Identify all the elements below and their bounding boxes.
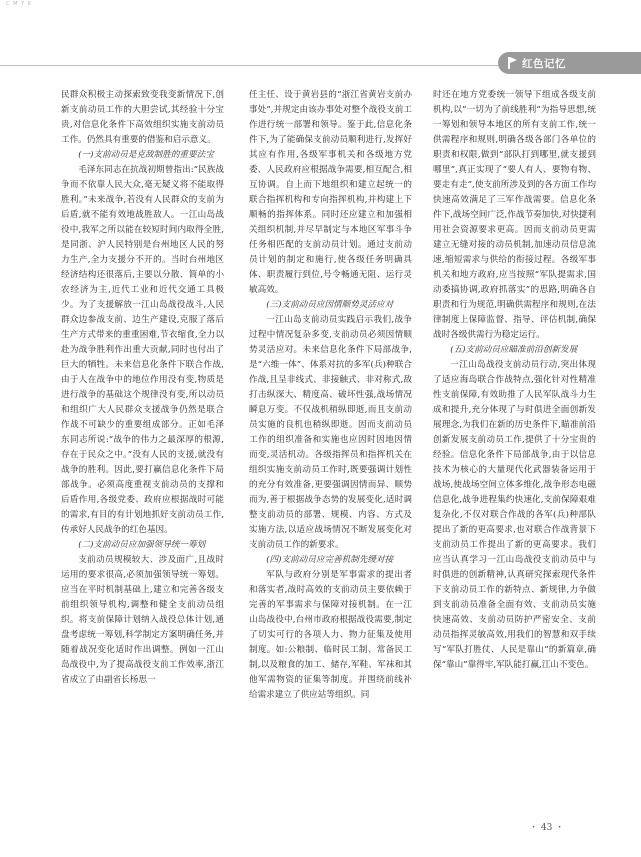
paragraph: 民群众积极主动探索致变我变新情况下,创新支前动员工作的大胆尝试,其经验十分宝贵,对信息化条件下高效组织实施支前动员工作。仍然具有重要的借鉴和启示意义。: [61, 90, 224, 145]
section-heading: (二)支前动员应加强领导统一筹划: [78, 540, 206, 550]
paragraph: 支前动员规模较大、涉及面广,且战时运用的要求很高,必须加强领导统一筹划。应当在平时机制基础上,建立和完善各级支前组织领导机构,调整和健全支前动员组织。将支前保障计划纳入战役总体计划,通盘考虑统一筹划,科学制定方案明确任务,并随着战况变化适时作出调整。例如一江山岛战役中,为了提高战役支前工作效率,浙江省成立了由副省长杨思一: [61, 555, 224, 685]
section-heading: (五)支前动员应瞄准前沿创新发展: [450, 345, 578, 355]
section-heading: (四)支前动员应完善机制先缓对接: [266, 555, 394, 565]
paragraph: 毛泽东同志在抗战初期曾指出:“民族战争而不依靠人民大众,毫无疑义将不能取得胜利。”未来战争,若没有人民群众的支前为后盾,就不能有效地战胜敌人。一江山岛战役中,我军之所以能在较短时间内取得全胜,是同浙、沪人民特别是台州地区人民的努力生产,全力支援分不开的。当时台州地区经济结构还很落后,主要以分散、简单的小农经济为主,近代工业和近代交通工具极少。为了支援解放一江山岛战役战斗,人民群众边参战支前、边生产建设,克服了落后生产方式带来的重重困难,节衣缩食,全力以赴为战争胜利作出重大贡献,同时也付出了巨大的牺牲。未来信息化条件下联合作战,由于人在战争中的地位作用没有变,物质是进行战争的基础这个规律没有变,所以动员和组织广大人民群众支援战争仍然是联合作战不可缺少的重要组成部分。正如毛泽东同志所说:“战争的伟力之最深厚的根源,存在于民众之中。”没有人民的支援,就没有战争的胜利。因此,要打赢信息化条件下局部战争。必须高度重视支前动员的支撑和后盾作用,各级党委、政府应根据战时可能的需求,有目的有计划地抓好支前动员工作,传承好人民战争的红色基因。: [61, 165, 224, 535]
section-tab: [498, 52, 641, 74]
page-number: ・ 43 ・: [529, 823, 565, 833]
section-title: 红色记忆: [522, 57, 566, 70]
text-column-2: [249, 88, 412, 816]
text-column-1: [61, 88, 224, 816]
text-column-3: [433, 88, 596, 816]
page-header: [0, 48, 641, 72]
paragraph: 军队与政府分别是军事需求的提出者和落实者,战时高效的支前动员主要依赖于完善的军事需求与保障对接机制。在一江山岛战役中,台州市政府根据战役需要,制定了切实可行的各项人力、物力征集及使用制度。如:公粮制、临时民工制、常备民工制,以及粮食的加工、储存,军鞋、军袜和其他军需物资的征集等制度。并围绕前线补给需求建立了供应站等组织。同: [249, 570, 412, 700]
print-color-marks: C M Y K: [6, 1, 32, 7]
section-heading: (三)支前动员应因情顺势灵活应对: [266, 300, 394, 310]
paragraph: 任主任、设于黄岩县的“浙江省黄岩支前办事处”,并规定由该办事处对整个战役支前工作进行统一部署和领导。鉴于此,信息化条件下,为了能确保支前动员顺利进行,发挥好其应有作用,各级军事机关和各级地方党委、人民政府应根据战争需要,相互配合,相互协调。自上而下地组织和建立起统一的联合指挥机构和专向指挥机构,并构建上下顺畅的指挥体系。同时还应建立和加强相关组织机制,并尽早制定与本地区军事斗争任务相匹配的支前动员计划。通过支前动员计划的制定和施行,使各级任务明确具体、职责履行到位,号令畅通无阻、运行灵敏高效。: [249, 90, 412, 295]
flag-icon: [507, 57, 517, 69]
section-heading: (一)支前动员是克敌制胜的重要法宝: [78, 150, 214, 160]
paragraph: 一江山岛支前动员实践启示我们,战争过程中情况复杂多变,支前动员必须因情顺势灵活应对。未来信息化条件下局部战争,是“六维一体”、体系对抗的多军(兵)种联合作战,且呈非线式、非接触式、非对称式,敌打击纵深大、精度高、破坏性强,战场情况瞬息万变。不仅战机稍纵即逝,而且支前动员实施的良机也稍纵即逝。因而支前动员工作的组织准备和实施也应因时因地因情而变,灵活机动。各级指挥员和指挥机关在组织实施支前动员工作时,既要强调计划性的充分有效准备,更要强调因情而异、顺势而为,善于根据战争态势的发展变化,适时调整支前动员的部署、规模、内容、方式及实施方法,以适应战场情况不断发展变化对支前动员工作的新要求。: [249, 315, 412, 550]
paragraph: 时还在地方党委统一领导下组成各级支前机构,以“一切为了前线胜利”为指导思想,统一筹划和领导本地区的所有支前工作,统一供需程序和规则,明确各级各部门各单位的职责和权限,做到“部队打到哪里,就支援到哪里”,真正实现了“要人有人、要物有物、要走有走”,使支前所涉及到的各方面工作均快速高效满足了三军作战需要。信息化条件下,战场空间广泛,作战节奏加快,对快捷利用社会资源要求更高。因而支前动员更需建立无缝对接的动员机制,加速动员信息流速,缩短需求与供给的衔接过程。各级军事机关和地方政府,应当按照“军队提需求,国动委搞协调,政府抓落实”的思路,明确各自职责和行为规范,明确供需程序和规则,在法律制度上保障监督、指导、评估机制,确保战时各级供需行为稳定运行。: [433, 90, 596, 340]
paragraph: 一江山岛战役支前动员行动,突出体现了适应海岛联合作战特点,强化针对性精准性支前保障,有效助推了人民军队战斗力生成和提升,充分体现了与时俱进全面创新发展理念,为我们在新的历史条件下,瞄准前沿创新发展支前动员工作,提供了十分宝贵的经验。信息化条件下局部战争,由于以信息技术为核心的大量现代化武器装备运用于战场,使战场空间立体多维化,战争形态电磁信息化,战争进程集约快速化,支前保障艰难复杂化,不仅对联合作战的各军(兵)种部队提出了新的更高要求,也对联合作战背景下支前动员工作提出了新的更高要求。我们应当认真学习一江山岛战役支前动员中与时俱进的创新精神,认真研究探索现代条件下支前动员工作的新特点、新规律,力争做到支前动员准备全面有效、支前动员实施快速高效、支前动员防护严密安全、支前动员指挥灵敏高效,用我们的智慧和双手续写“军队打胜仗、人民是靠山”的新篇章,确保“靠山”靠得牢,军队能打赢,江山不变色。: [433, 360, 596, 670]
